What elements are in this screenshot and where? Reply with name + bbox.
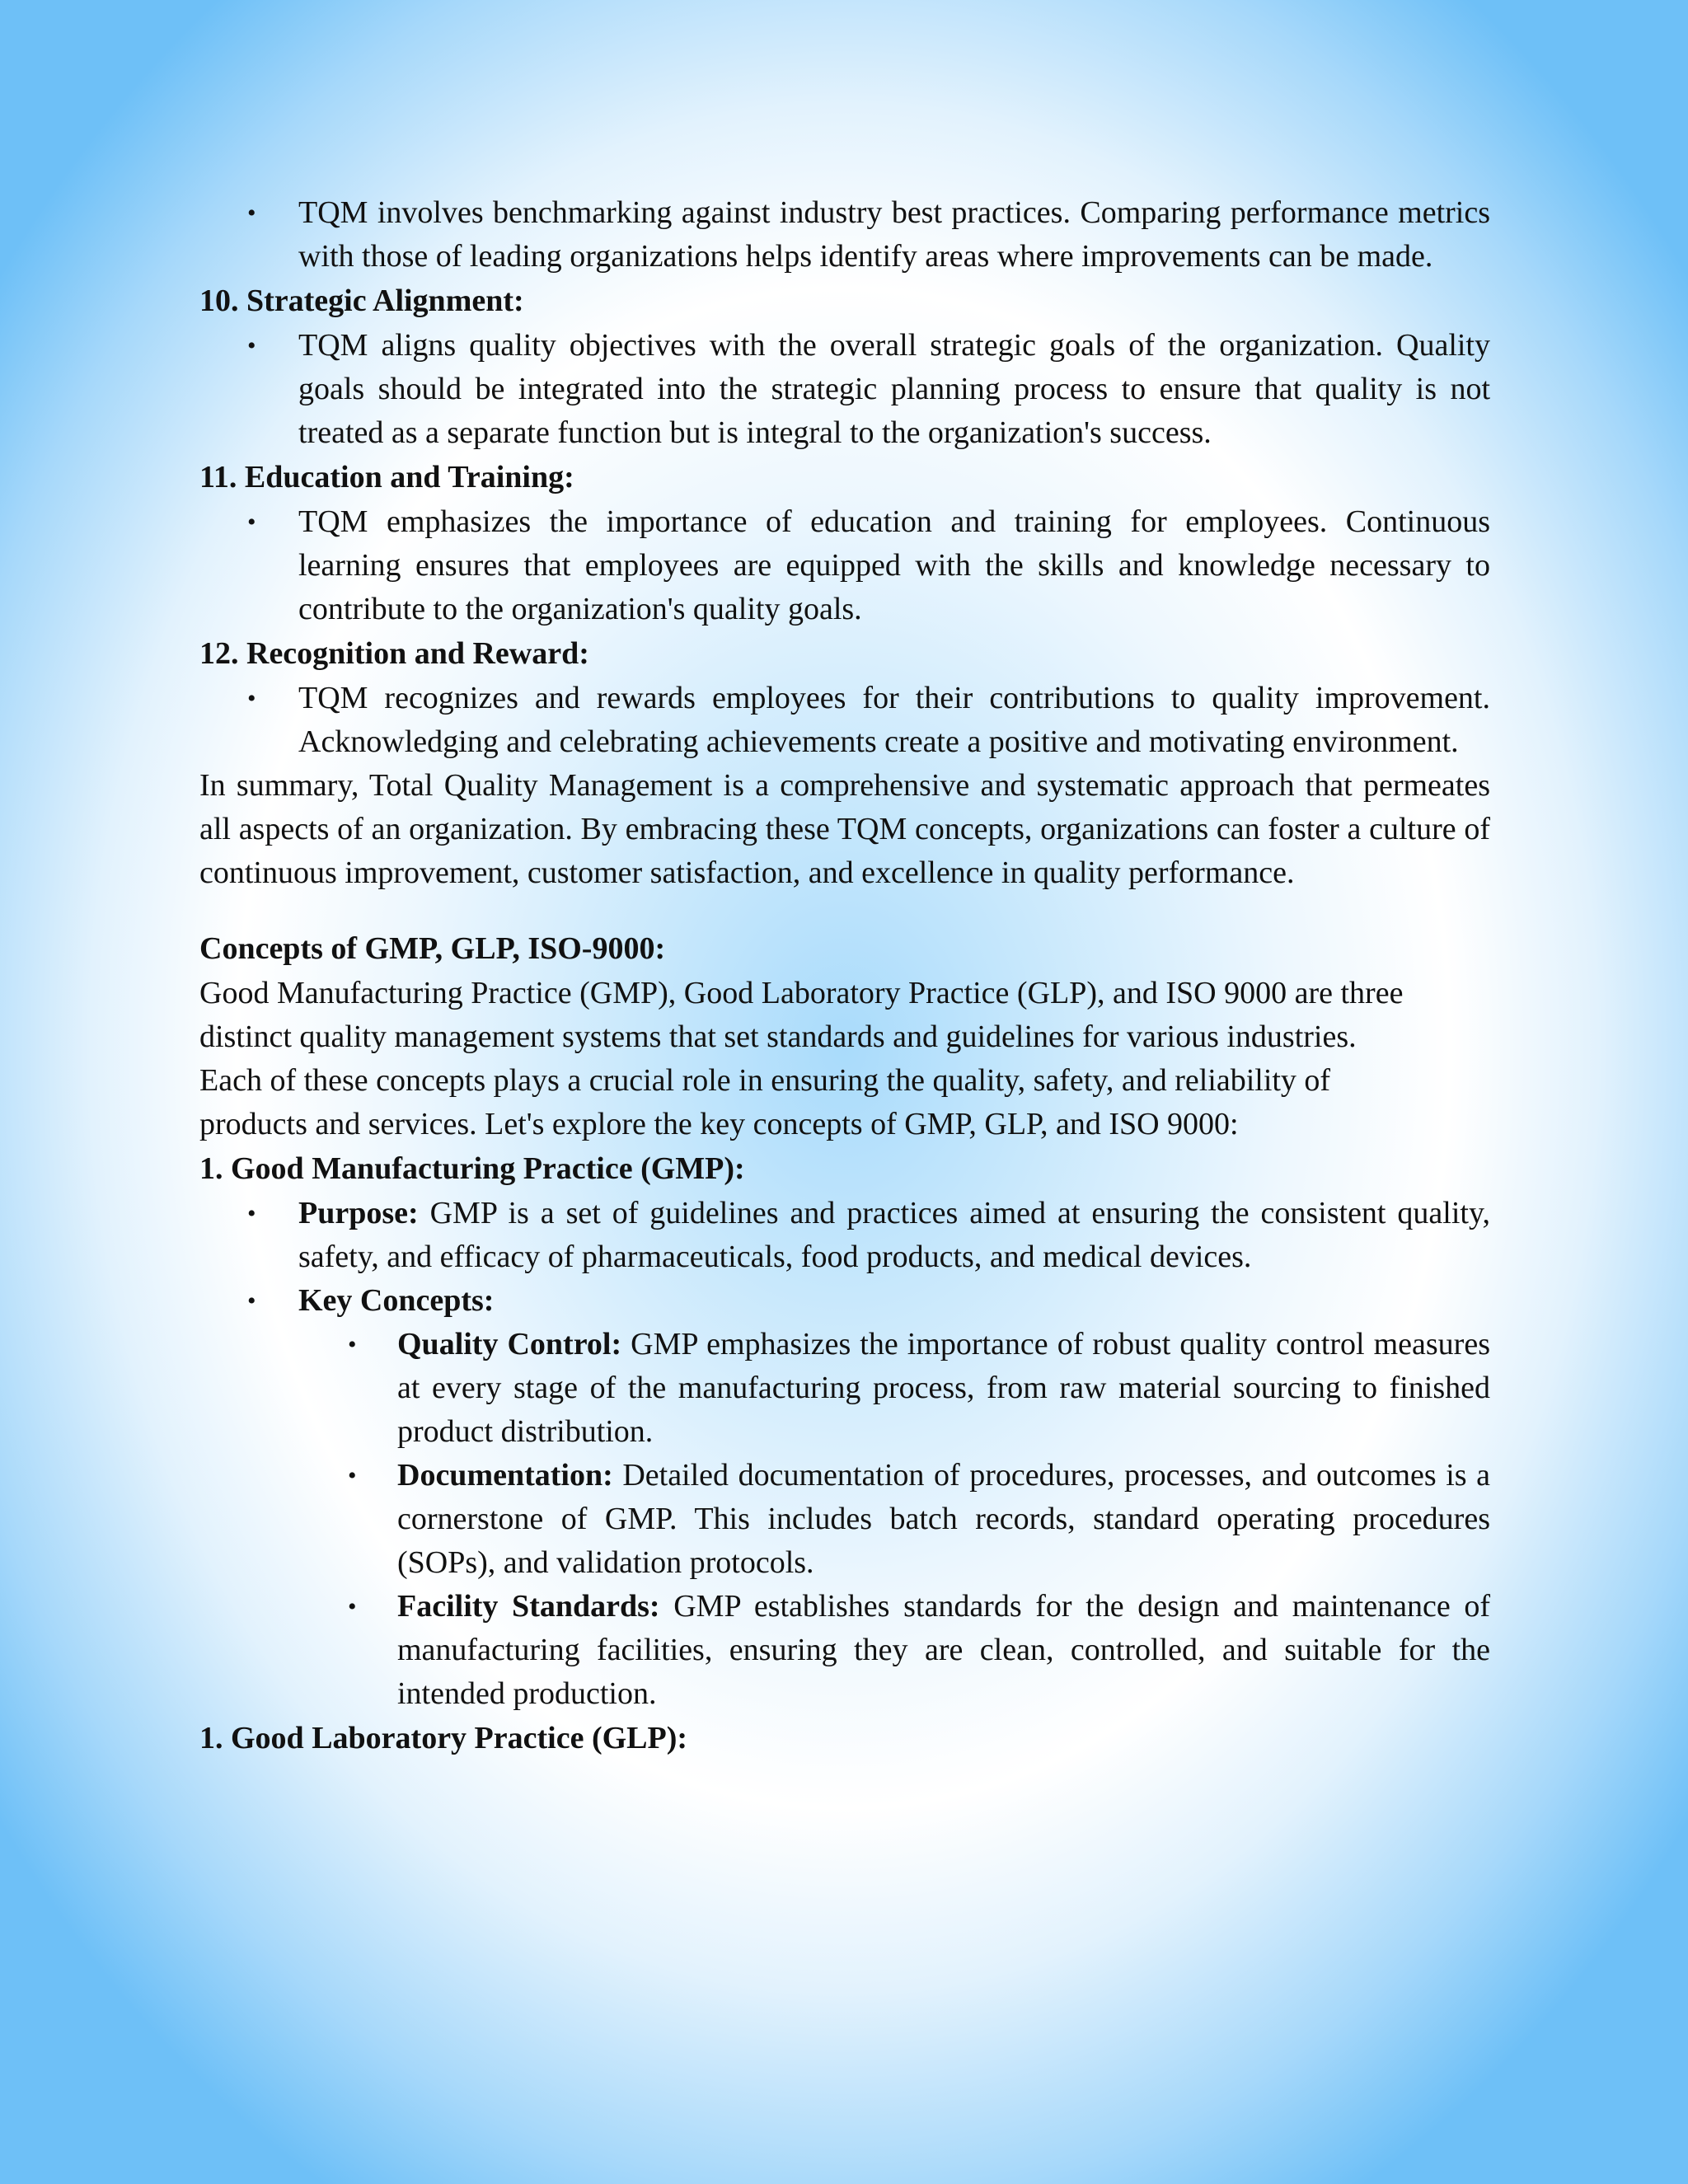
education-training-list	[199, 500, 1490, 631]
key-concepts-bullet	[199, 1279, 1490, 1323]
benchmark-bullet	[199, 191, 1490, 279]
bullet-dot: •	[247, 509, 256, 536]
strategic-alignment-list	[199, 324, 1490, 455]
key-concepts-label: Key Concepts:	[298, 1283, 495, 1318]
strategic-alignment-bullet	[199, 324, 1490, 455]
intro-line: products and services. Let's explore the key concepts of GMP, GLP, and ISO 9000:	[199, 1107, 1239, 1141]
section-heading-strategic-alignment: 10. Strategic Alignment:	[199, 284, 524, 318]
bullet-dot: •	[348, 1331, 357, 1358]
bullet-dot: •	[247, 1200, 256, 1227]
bullet-dot: •	[247, 199, 256, 227]
documentation-label: Documentation:	[397, 1458, 613, 1493]
recognition-reward-list	[199, 677, 1490, 764]
recognition-reward-bullet	[199, 677, 1490, 764]
documentation-text: Detailed documentation of procedures, processes, and outcomes is a cornerstone of GMP. This includes batch records, standard operating procedures (SOPs), and validation protocols.	[397, 1458, 1490, 1580]
section-heading-recognition-reward: 12. Recognition and Reward:	[199, 636, 589, 671]
quality-control-text: GMP emphasizes the importance of robust quality control measures at every stage of the manufacturing process, from raw material sourcing to finished product distribution.	[397, 1327, 1490, 1449]
bullet-dot: •	[247, 332, 256, 359]
facility-standards-label: Facility Standards:	[397, 1589, 660, 1624]
intro-line: Each of these concepts plays a crucial role in ensuring the quality, safety, and reliability of	[199, 1063, 1331, 1098]
gmp-heading: 1. Good Manufacturing Practice (GMP):	[199, 1151, 745, 1186]
quality-control-label: Quality Control:	[397, 1327, 622, 1361]
key-concepts-sublist	[199, 1323, 1490, 1716]
gmp-glp-iso-title: Concepts of GMP, GLP, ISO-9000:	[199, 931, 666, 966]
intro-line: Good Manufacturing Practice (GMP), Good Laboratory Practice (GLP), and ISO 9000 are three	[199, 976, 1404, 1010]
recognition-reward-text: TQM recognizes and rewards employees for their contributions to quality improvement. Acknowledging and celebrating achievements create a positive and motivating environment.	[298, 681, 1490, 759]
glp-heading: 1. Good Laboratory Practice (GLP):	[199, 1721, 688, 1755]
bullet-dot: •	[348, 1462, 357, 1489]
education-training-bullet	[199, 500, 1490, 631]
section-spacer	[199, 895, 1490, 926]
summary-paragraph: In summary, Total Quality Management is a comprehensive and systematic approach that permeates all aspects of an organization. By embracing these TQM concepts, organizations can foster a culture of continuous improvement, customer satisfaction, and excellence in quality performance.	[199, 768, 1490, 890]
bullet-dot: •	[348, 1593, 357, 1620]
benchmark-text: TQM involves benchmarking against industry best practices. Comparing performance metrics with those of leading organizations helps identify areas where improvements can be made.	[298, 195, 1490, 274]
bullet-dot: •	[247, 1287, 256, 1315]
bullet-dot: •	[247, 685, 256, 712]
facility-standards-text: GMP establishes standards for the design and maintenance of manufacturing facilities, ensuring they are clean, controlled, and suitable for the intended production.	[397, 1589, 1490, 1711]
education-training-text: TQM emphasizes the importance of education and training for employees. Continuous learning ensures that employees are equipped with the skills and knowledge necessary to contribute to the organization's quality goals.	[298, 504, 1490, 626]
strategic-alignment-text: TQM aligns quality objectives with the overall strategic goals of the organization. Quality goals should be integrated into the strategic planning process to ensure that quality is not treated as a separate function but is integral to the organization's success.	[298, 328, 1490, 450]
gmp-intro-paragraph	[199, 972, 1490, 1146]
purpose-label: Purpose:	[298, 1196, 419, 1230]
documentation-bullet	[199, 1454, 1490, 1585]
quality-control-bullet	[199, 1323, 1490, 1454]
section-heading-education-training: 11. Education and Training:	[199, 460, 574, 494]
purpose-bullet	[199, 1192, 1490, 1279]
document-page	[199, 191, 1490, 1761]
intro-line: distinct quality management systems that set standards and guidelines for various industries.	[199, 1019, 1357, 1054]
purpose-text: GMP is a set of guidelines and practices aimed at ensuring the consistent quality, safety, and efficacy of pharmaceuticals, food products, and medical devices.	[298, 1196, 1490, 1274]
benchmark-list	[199, 191, 1490, 279]
facility-standards-bullet	[199, 1585, 1490, 1716]
gmp-list	[199, 1192, 1490, 1323]
